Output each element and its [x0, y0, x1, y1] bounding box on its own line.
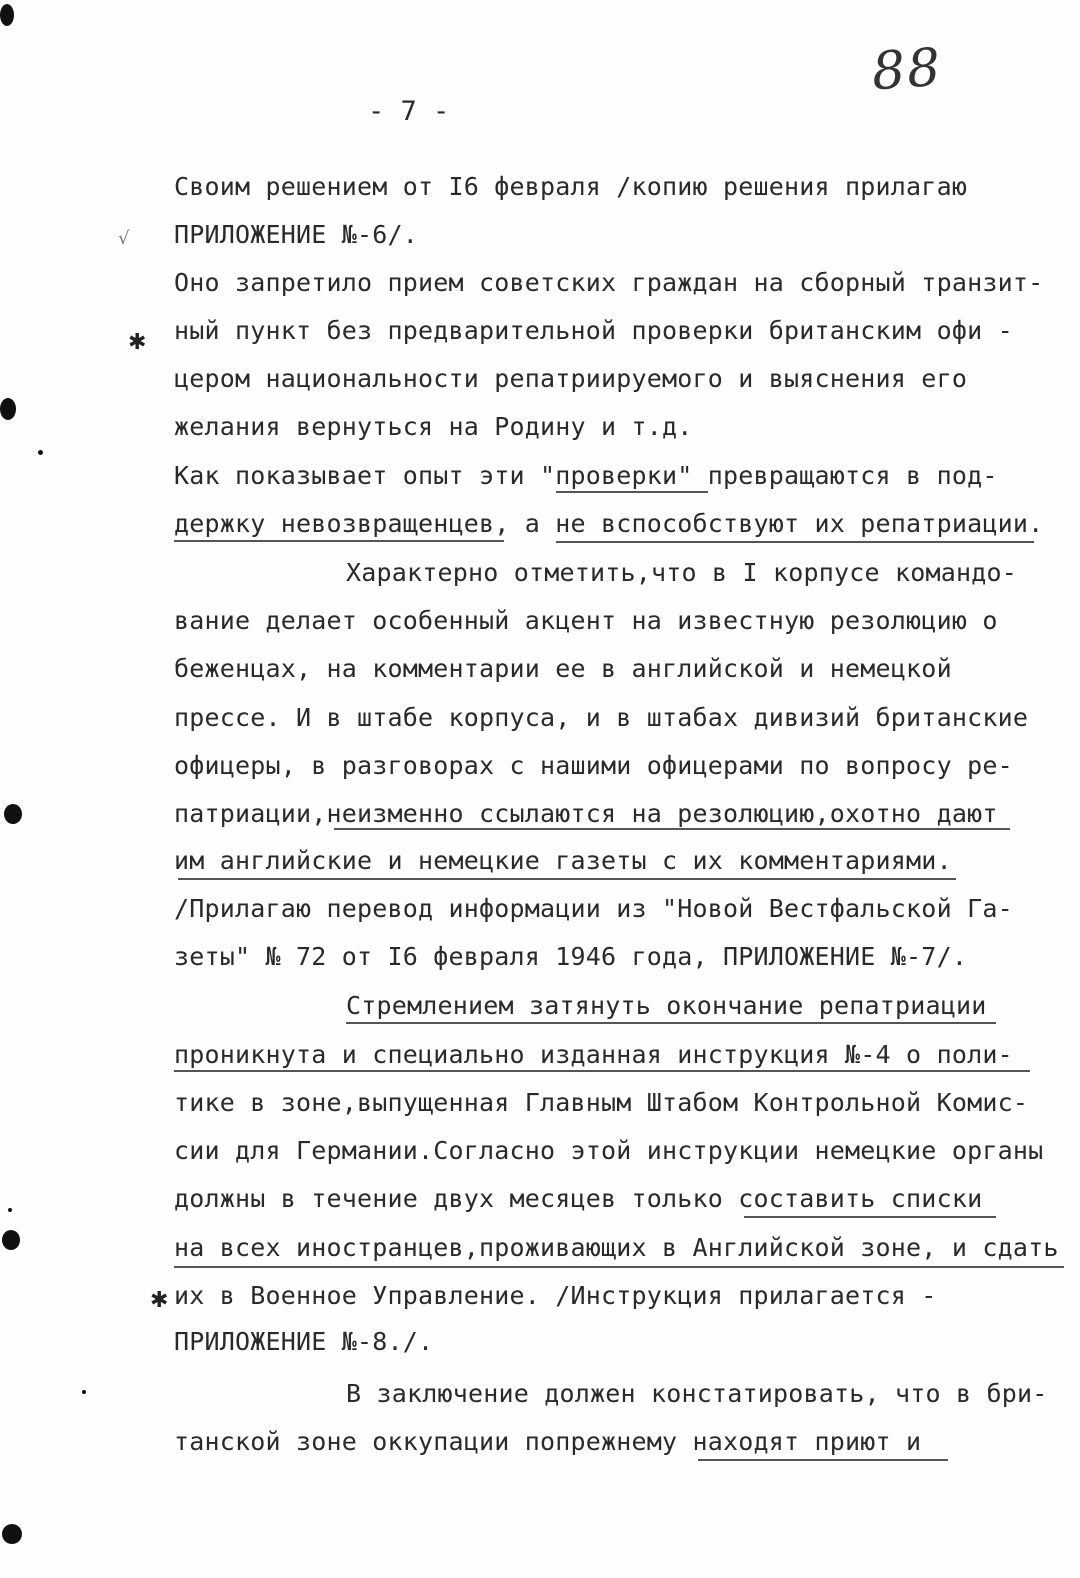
text-line: сии для Германии.Согласно этой инструкции немецкие органы	[174, 1136, 1044, 1165]
underline-mark	[334, 828, 1010, 830]
text-line: проникнута и специально изданная инструкция №-4 о поли-	[174, 1040, 1013, 1069]
check-mark-icon: √	[118, 228, 130, 249]
text-line: ПРИЛОЖЕНИЕ №-8./.	[174, 1327, 434, 1356]
text-line: ный пункт без предварительной проверки британским офи -	[174, 316, 1013, 345]
text-line: желания вернуться на Родину и т.д.	[174, 412, 693, 441]
text-line: Стремлением затянуть окончание репатриации	[346, 991, 987, 1020]
hole-punch-mark	[4, 804, 22, 824]
text-line: танской зоне оккупации попрежнему находят приют и	[174, 1427, 922, 1456]
hole-punch-mark	[0, 4, 14, 26]
underline-mark	[174, 1266, 1064, 1268]
star-mark-icon: ✱	[128, 330, 147, 355]
text-line: ПРИЛОЖЕНИЕ №-6/.	[174, 220, 419, 249]
text-line: В заключение должен констатировать, что в бри-	[346, 1379, 1048, 1408]
text-line: их в Военное Управление. /Инструкция прилагается -	[174, 1281, 937, 1310]
star-mark-icon: ✱	[150, 1288, 169, 1313]
underline-mark	[698, 1459, 948, 1461]
text-line: тике в зоне,выпущенная Главным Штабом Контрольной Комис-	[174, 1088, 1029, 1117]
page-number: - 7 -	[368, 96, 450, 127]
speck-mark	[38, 450, 43, 455]
text-line: Оно запретило прием советских граждан на сборный транзит-	[174, 268, 1044, 297]
text-line: держку невозвращенцев, а не вспособствуют их репатриации.	[174, 509, 1044, 538]
speck-mark	[82, 1390, 86, 1394]
text-line: цером национальности репатриируемого и выяснения его	[174, 364, 968, 393]
folio-number: 88	[869, 37, 945, 103]
underline-mark	[556, 541, 1034, 543]
underline-mark	[556, 491, 708, 493]
text-line: зеты" № 72 от I6 февраля 1946 года, ПРИЛОЖЕНИЕ №-7/.	[174, 942, 968, 971]
text-line: на всех иностранцев,проживающих в Английской зоне, и сдать	[174, 1233, 1059, 1262]
text-line: патриации,неизменно ссылаются на резолюцию,охотно дают	[174, 799, 998, 828]
text-line: должны в течение двух месяцев только составить списки	[174, 1184, 983, 1213]
underline-mark	[174, 540, 504, 542]
hole-punch-mark	[2, 1524, 22, 1544]
text-line: /Прилагаю перевод информации из "Новой Вестфальской Га-	[174, 894, 1013, 923]
underline-mark	[744, 1216, 996, 1218]
text-line: офицеры, в разговорах с нашими офицерами по вопросу ре-	[174, 751, 1013, 780]
text-line: прессе. И в штабе корпуса, и в штабах дивизий британские	[174, 703, 1029, 732]
text-line: им английские и немецкие газеты с их комментариями.	[174, 846, 952, 875]
hole-punch-mark	[2, 1230, 20, 1250]
underline-mark	[178, 878, 956, 880]
text-line: Как показывает опыт эти "проверки" превращаются в под-	[174, 461, 998, 490]
text-line: беженцах, на комментарии ее в английской и немецкой	[174, 654, 952, 683]
underline-mark	[346, 1022, 996, 1024]
text-line: вание делает особенный акцент на известную резолюцию о	[174, 606, 998, 635]
underline-mark	[174, 1070, 1030, 1072]
speck-mark	[8, 1208, 12, 1212]
text-line: Характерно отметить,что в I корпусе командо-	[346, 558, 1018, 587]
text-line: Своим решением от I6 февраля /копию решения прилагаю	[174, 172, 968, 201]
hole-punch-mark	[0, 398, 16, 420]
